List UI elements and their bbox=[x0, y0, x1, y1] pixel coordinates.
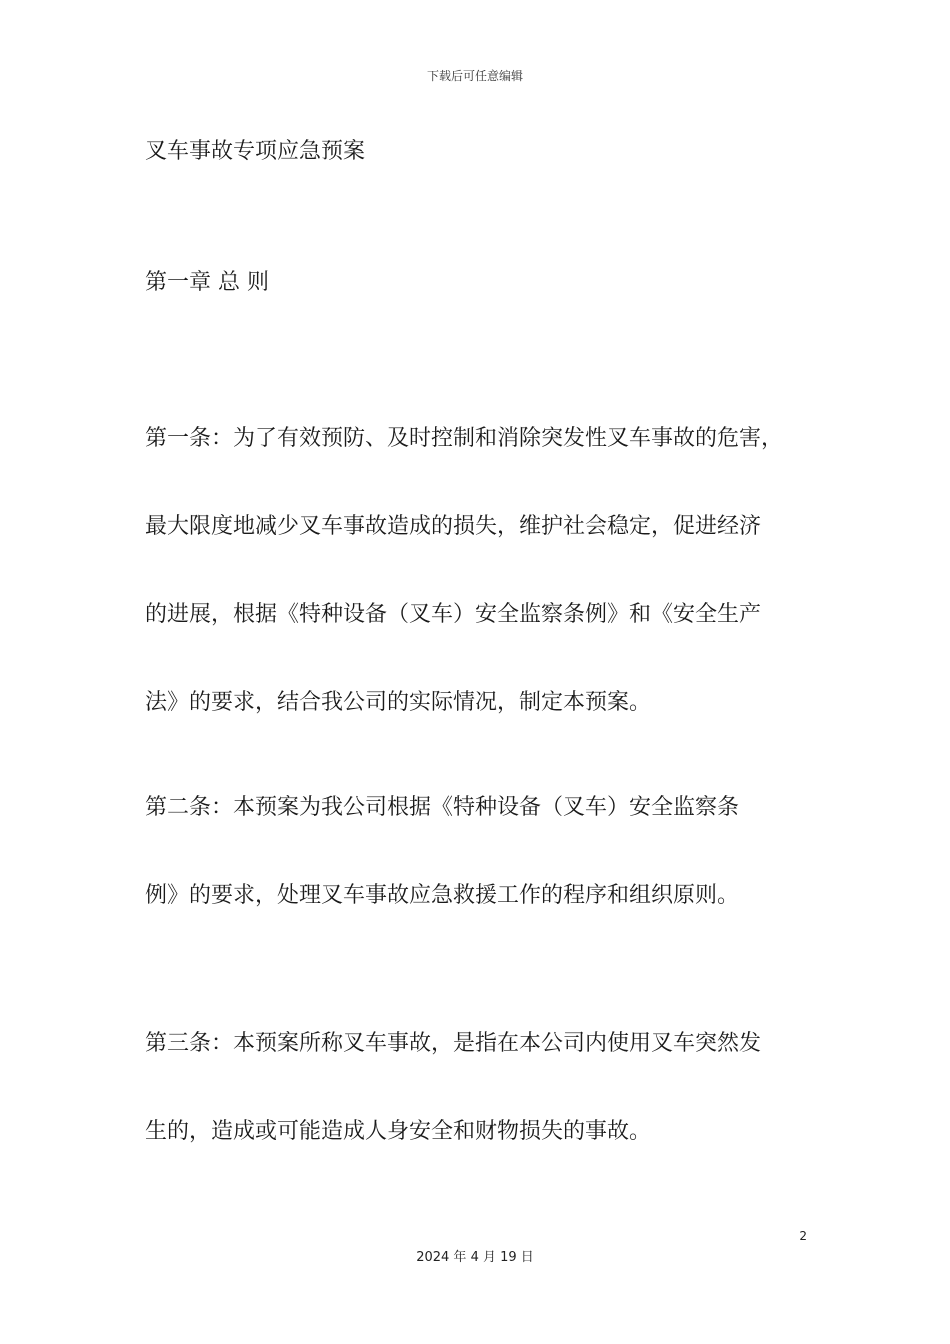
article-2-line: 第二条：本预案为我公司根据《特种设备（叉车）安全监察条 bbox=[145, 795, 740, 820]
chapter-heading bbox=[145, 261, 825, 305]
header-note: 下载后可任意编辑 bbox=[426, 69, 523, 83]
document-title bbox=[145, 130, 825, 174]
article-1 bbox=[145, 395, 825, 747]
footer-date: 2024 年 4 月 19 日 bbox=[416, 1250, 534, 1265]
title-text: 叉车事故专项应急预案 bbox=[145, 139, 366, 164]
article-2-line: 例》的要求，处理叉车事故应急救援工作的程序和组织原则。 bbox=[145, 883, 740, 908]
article-2 bbox=[145, 764, 825, 940]
article-3 bbox=[145, 1000, 825, 1176]
chapter-text: 第一章 总 则 bbox=[145, 270, 269, 295]
article-3-line: 生的，造成或可能造成人身安全和财物损失的事故。 bbox=[145, 1119, 652, 1144]
article-3-line: 第三条：本预案所称叉车事故，是指在本公司内使用叉车突然发 bbox=[145, 1031, 762, 1056]
article-1-line: 的进展，根据《特种设备（叉车）安全监察条例》和《安全生产 bbox=[145, 602, 762, 627]
article-1-line: 最大限度地减少叉车事故造成的损失，维护社会稳定，促进经济 bbox=[145, 514, 762, 539]
article-1-line: 法》的要求，结合我公司的实际情况，制定本预案。 bbox=[145, 690, 652, 715]
page-number: 2 bbox=[799, 1229, 807, 1243]
article-1-line: 第一条：为了有效预防、及时控制和消除突发性叉车事故的危害， bbox=[145, 426, 784, 451]
